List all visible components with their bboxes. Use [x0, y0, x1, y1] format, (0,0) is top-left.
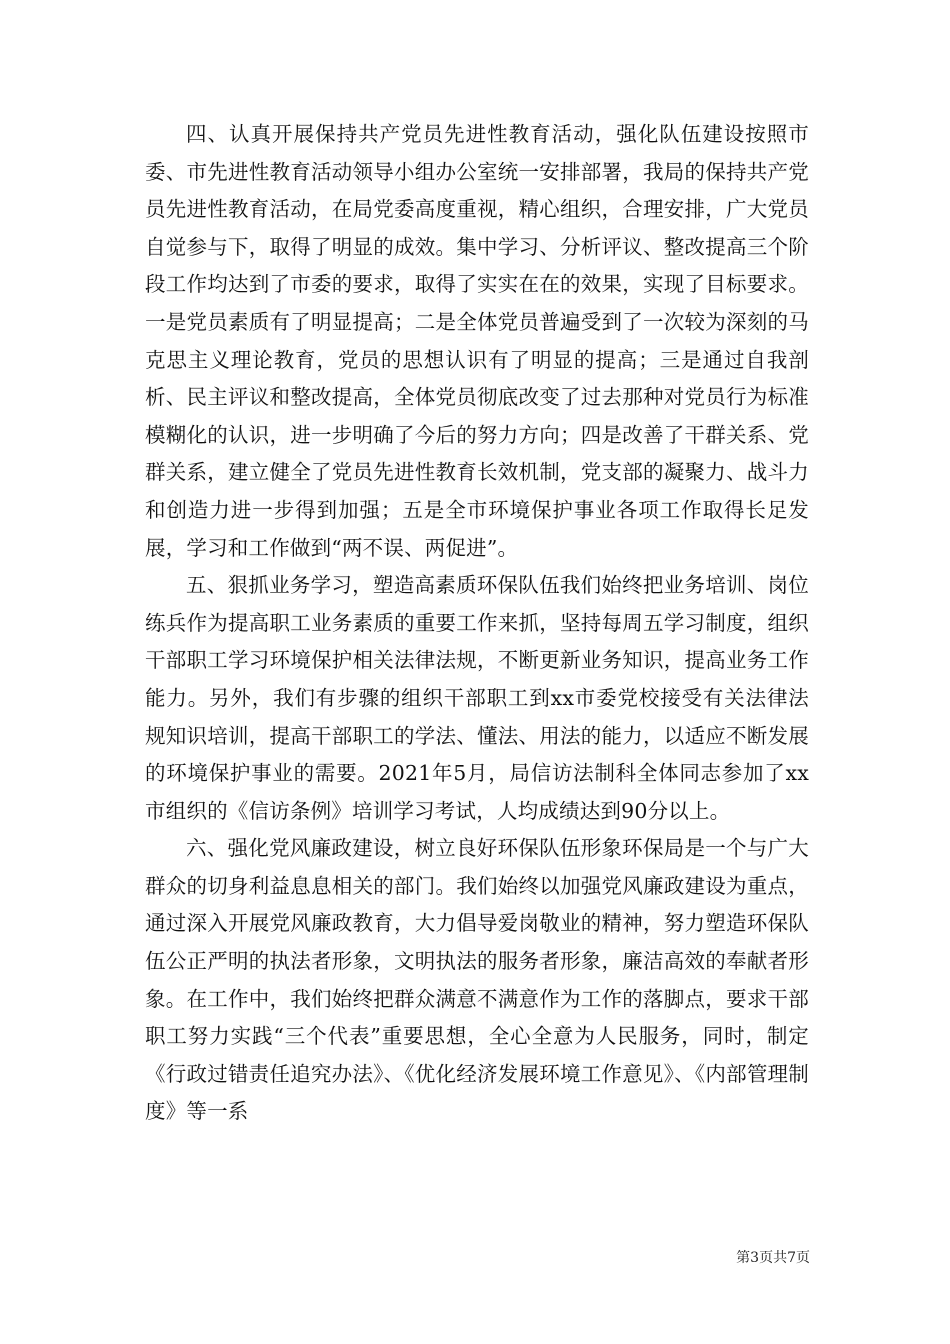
paragraph-section-six: 六、强化党风廉政建设，树立良好环保队伍形象环保局是一个与广大群众的切身利益息息相关的部门。我们始终以加强党风廉政建设为重点，通过深入开展党风廉政教育，大力倡导爱岗敬业的精神，努力塑造环保队伍公正严明的执法者形象，文明执法的服务者形象，廉洁高效的奉献者形象。在工作中，我们始终把群众满意不满意作为工作的落脚点，要求干部职工努力实践“三个代表”重要思想，全心全意为人民服务，同时，制定《行政过错责任追究办法》、《优化经济发展环境工作意见》、《内部管理制度》等一系: [145, 836, 809, 1124]
paragraph-section-five: 五、狠抓业务学习，塑造高素质环保队伍我们始终把业务培训、岗位练兵作为提高职工业务素质的重要工作来抓，坚持每周五学习制度，组织干部职工学习环境保护相关法律法规，不断更新业务知识，提高业务工作能力。另外，我们有步骤的组织干部职工到xx市委党校接受有关法律法规知识培训，提高干部职工的学法、懂法、用法的能力，以适应不断发展的环境保护事业的需要。2021年5月，局信访法制科全体同志参加了xx市组织的《信访条例》培训学习考试，人均成绩达到90分以上。: [145, 573, 809, 823]
paragraph-section-four: 四、认真开展保持共产党员先进性教育活动，强化队伍建设按照市委、市先进性教育活动领导小组办公室统一安排部署，我局的保持共产党员先进性教育活动，在局党委高度重视，精心组织，合理安排，广大党员自觉参与下，取得了明显的成效。集中学习、分析评议、整改提高三个阶段工作均达到了市委的要求，取得了实实在在的效果，实现了目标要求。一是党员素质有了明显提高；二是全体党员普遍受到了一次较为深刻的马克思主义理论教育，党员的思想认识有了明显的提高；三是通过自我剖析、民主评议和整改提高，全体党员彻底改变了过去那种对党员行为标准模糊化的认识，进一步明确了今后的努力方向；四是改善了干群关系、党群关系，建立健全了党员先进性教育长效机制，党支部的凝聚力、战斗力和创造力进一步得到加强；五是全市环境保护事业各项工作取得长足发展，学习和工作做到“两不误、两促进”。: [145, 122, 809, 560]
document-body: [145, 116, 809, 1131]
page-number-footer: 第3页共7页: [736, 1250, 810, 1266]
